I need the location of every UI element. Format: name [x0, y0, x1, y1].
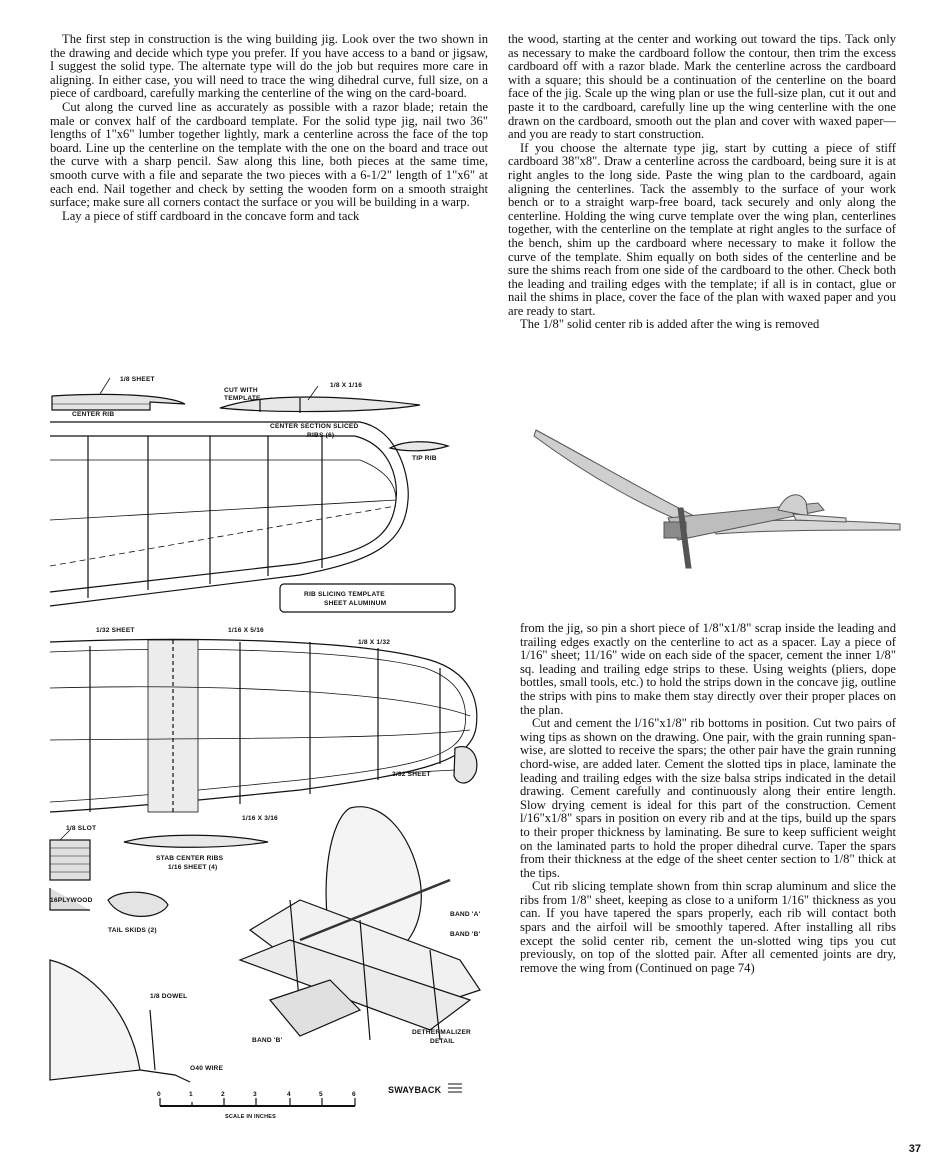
label-ribs6: RIBS (6) — [307, 432, 335, 439]
paragraph: Cut rib slicing template shown from thin scrap aluminum and slice the ribs from 1/8" sheet, keeping as close to a uniform 1/16" thickness as you can. If you have tapered the spars properly, each rib will contact both spars and the airfoil will be smoothly tapered. After installing all ribs except the solid center rib, cement the un-slotted wing tips you cut previously, on top of the slotted pair. After all cemented joints are dry, remove the wing from (Continued on page 74) — [520, 879, 896, 975]
label-center-rib: CENTER RIB — [72, 411, 115, 418]
label-scale: SCALE IN INCHES — [225, 1114, 276, 1120]
scale-tick-6: 6 — [352, 1091, 356, 1098]
slot-detail — [50, 830, 90, 880]
wing-plan-upper — [50, 422, 408, 606]
label-116x316: 1/16 X 3/16 — [242, 815, 278, 822]
label-sheet-116-4: 1/16 SHEET (4) — [168, 864, 218, 871]
scale-bar — [160, 1098, 355, 1106]
swayback-logo — [448, 1084, 462, 1092]
scale-tick-3: 3 — [253, 1091, 257, 1098]
label-plywood: 16PLYWOOD — [50, 897, 93, 904]
label-sheet-18: 1/8 SHEET — [120, 376, 155, 383]
scale-tick-1: 1 — [189, 1091, 193, 1098]
scale-tick-5: 5 — [319, 1091, 323, 1098]
label-center-section: CENTER SECTION SLICED — [270, 423, 359, 430]
label-band-b: BAND 'B' — [450, 931, 481, 938]
label-18x132: 1/8 X 1/32 — [358, 639, 391, 646]
paragraph: The first step in construction is the wing building jig. Look over the two shown in the drawing and decide which type you prefer. If you have access to a band or jigsaw, I suggest the solid type. The alternate type will do the job but requires more care in aligning. In either case, you will need to trace the wing dihedral curve, full size, on a piece of cardboard, carefully marking the centerline of the wing on the card-board. — [50, 32, 488, 101]
scale-tick-4: 4 — [287, 1091, 291, 1098]
fin-drawing — [240, 807, 480, 1040]
fuselage-tail-drawing — [50, 960, 190, 1082]
stab-rib-drawing — [124, 835, 268, 847]
label-18x116: 1/8 X 1/16 — [330, 382, 363, 389]
paragraph: Cut and cement the l/16"x1/8" rib bottoms in position. Cut two pairs of wing tips as shown on the drawing. One pair, with the grain running span-wise, are slotted to receive the spars; the other pair have the grain running chord-wise, are added later. Cement the slotted tips in place, laminate the leading and trailing edges with the size balsa strips indicated in the detail drawing. Cement carefully and continuously along their entire length. Slow drying cement is ideal for this part of the construction. Cement l/16"x1/8" spars in position on every rib and at the tips, build up the spars to their proper thickness by laminating. Be sure to keep sufficient weight on the laminated parts to hold the proper dihedral curve. Taper the spars from their thickness at the edge of the sheet center section to 1/8" thick at the tips. — [520, 716, 896, 880]
label-cut-with: CUT WITH — [224, 387, 258, 394]
scale-tick-2: 2 — [221, 1091, 225, 1098]
label-sheet-332: 3/32 SHEET — [392, 771, 431, 778]
label-stab-center: STAB CENTER RIBS — [156, 855, 224, 862]
label-tip-rib: TIP RIB — [412, 455, 437, 462]
label-116x516: 1/16 X 5/16 — [228, 627, 264, 634]
paragraph: Cut along the curved line as accurately as possible with a razor blade; retain the male or convex half of the cardboard template. For the solid type jig, nail two 36" lengths of 1"x6" lumber together lightly, mark a centerline across the face of the top board. Line up the centerline on the template with the one on the board and trace out the curve with a sharp pencil. Saw along this line, both pieces at the same time, smooth curve with a file and separate the two pieces with a 6-1/2" length of 1"x6" at each end. Nail together and check by setting the wooden form on a smooth straight surface; make sure all corners contact the surface or you will be building in a warp. — [50, 99, 488, 210]
label-sheet-132: 1/32 SHEET — [96, 627, 135, 634]
paragraph: Lay a piece of stiff cardboard in the concave form and tack — [62, 208, 360, 223]
scale-tick-0: 0 — [157, 1091, 161, 1098]
label-band-a: BAND 'A' — [450, 911, 481, 918]
page-number: 37 — [908, 1143, 921, 1155]
center-rib-drawing — [52, 378, 185, 410]
label-slot-18: 1/8 SLOT — [66, 825, 97, 832]
label-band-b-2: BAND 'B' — [252, 1037, 283, 1044]
label-swayback: SWAYBACK — [388, 1085, 442, 1095]
label-rib-slicing: RIB SLICING TEMPLATE — [304, 591, 385, 598]
rib-template-box — [280, 584, 455, 612]
label-tail-skids: TAIL SKIDS (2) — [108, 927, 157, 934]
paragraph: from the jig, so pin a short piece of 1/8"x1/8" scrap inside the leading and trailing edges exactly on the centerline to act as a spacer. Lay a piece of 1/16" sheet; 11/16" wide on each side of the spacer, cement the inner 1/8" sq. leading and trailing edge strips to these. Using weights (pliers, dope bottles, small tools, etc.) to hold the strips down in the concave jig, outline the strips with pins to make them stay directly over their proper places on the plan. — [520, 621, 896, 717]
label-detail: DETAIL — [430, 1038, 455, 1045]
label-dethermalizer: DETHERMALIZER — [412, 1029, 472, 1036]
paragraph: the wood, starting at the center and working out toward the tips. Tack only as necessary to make the cardboard follow the contour, then trim the excess cardboard off with a razor blade. Mark the centerline across the cardboard with a square; this should be a continuation of the centerline on the board face of the jig. Scale up the wing plan or use the full-size plan, cut it out and paste it to the cardboard, carefully line up the wing centerline with the one drawn on the cardboard, smooth out the plan and cover with waxed paper—and you are ready to start construction. — [508, 32, 896, 142]
paragraph: The 1/8" solid center rib is added after the wing is removed — [520, 317, 820, 332]
label-template: TEMPLATE — [224, 395, 261, 402]
label-sheet-aluminum: SHEET ALUMINUM — [324, 600, 387, 607]
tip-rib-drawing — [390, 442, 448, 451]
wing-plan-middle — [50, 639, 477, 812]
label-dowel: 1/8 DOWEL — [150, 993, 188, 1000]
label-wire: O40 WIRE — [190, 1065, 224, 1072]
paragraph: If you choose the alternate type jig, start by cutting a piece of stiff cardboard 38"x8". Draw a centerline across the cardboard, being sure it is at right angles to the long side. Paste the wing plan to the cardboard, again aligning the centerlines. Tack the assembly to the surface of your work bench or to a straight warp-free board, tack securely and only along the centerline. Holding the wing curve template over the wing plan, centerlines together, with the centerline on the template at right angles to the surface of the bench, shim up the cardboard where necessary to make it follow the curve of the template. Shim equally on both sides of the centerline and be sure the shims reach from one side of the cardboard to the other. Check both the leading and trailing edges with the template; if all is in contact, glue or nail the shims in place, cover the face of the plan with waxed paper and you are ready to start. — [508, 140, 896, 318]
